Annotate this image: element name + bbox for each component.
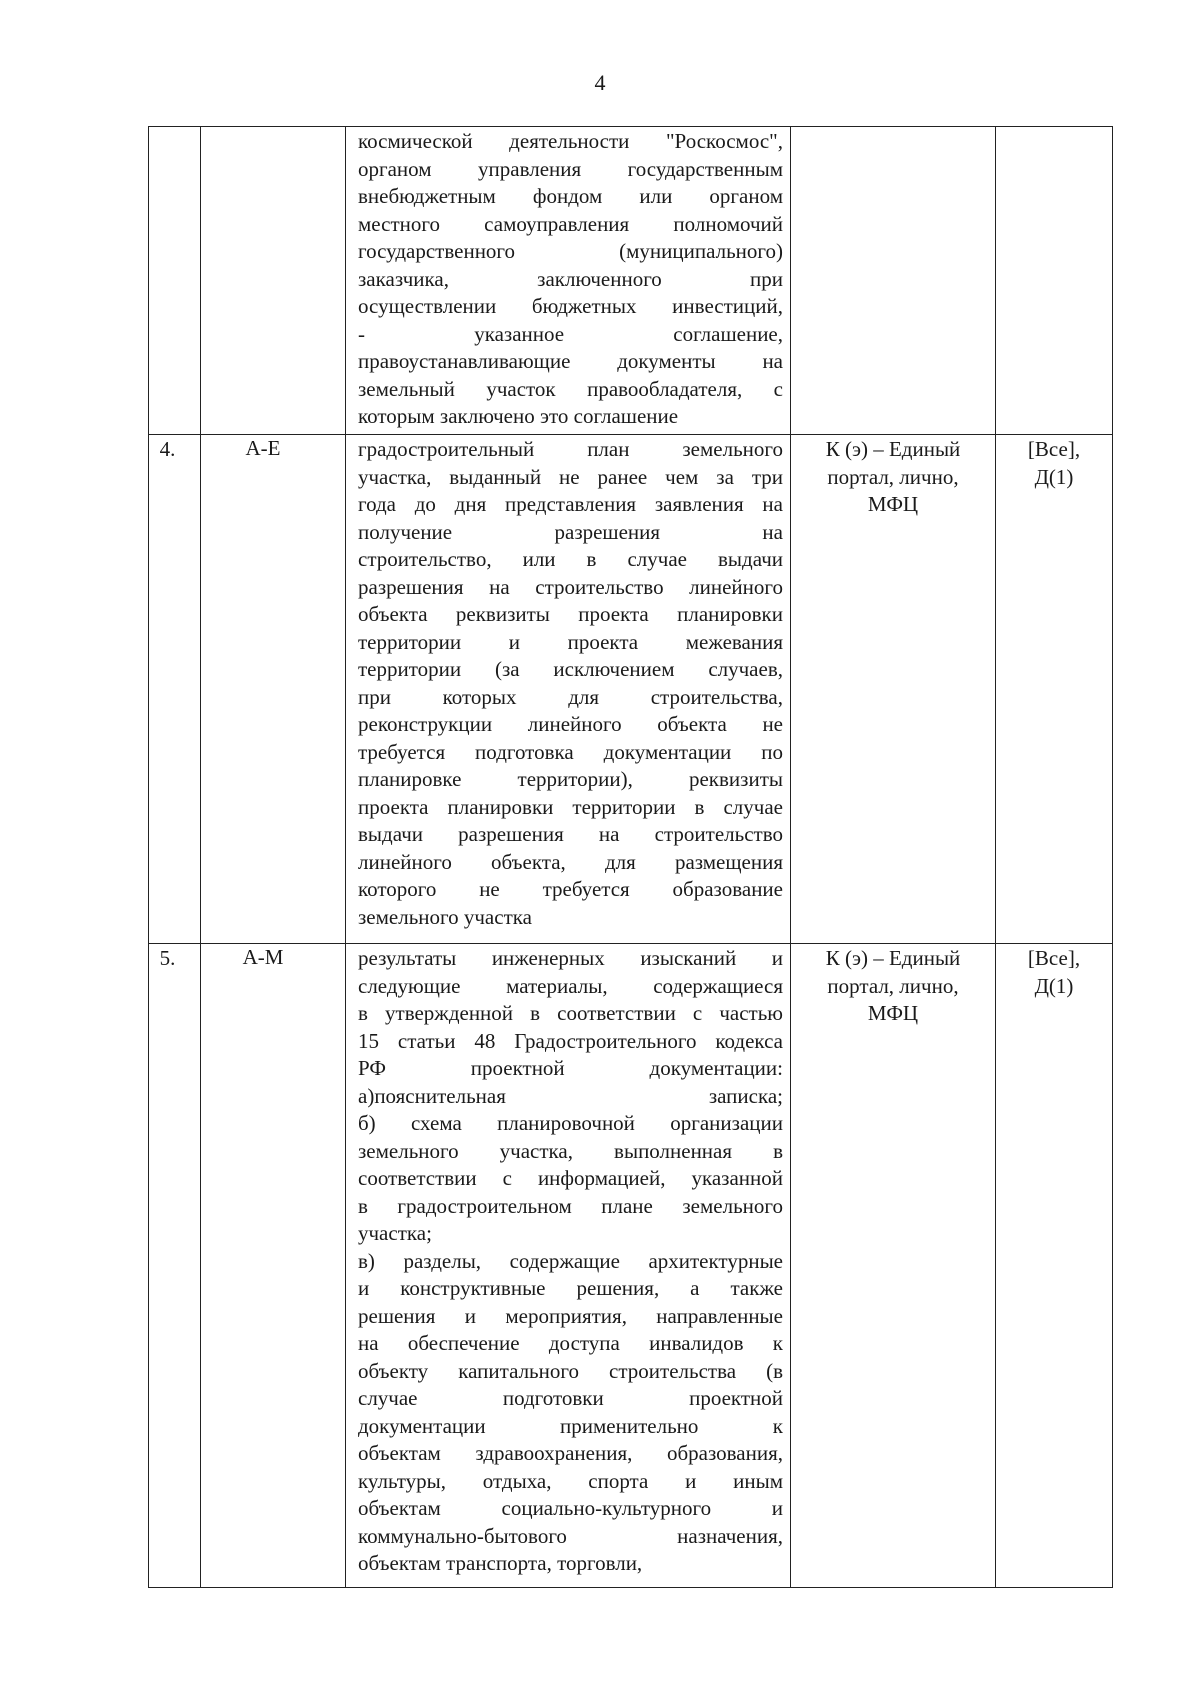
description-line: внебюджетным фондом или органом [358,184,783,208]
applicability: [Все], Д(1) [1027,437,1081,489]
document-code-cell [201,435,346,944]
description-line: на обеспечение доступа инвалидов к [358,1331,783,1355]
description-line: РФ проектной документации: [358,1056,783,1080]
description-line: соответствии с информацией, указанной [358,1166,783,1190]
description-line: осуществлении бюджетных инвестиций, [358,294,783,318]
table-row [149,127,1113,435]
description-line: в) разделы, содержащие архитектурные [358,1248,783,1273]
description-line: земельного участка [358,904,532,929]
page-number: 4 [594,70,606,95]
applicability-cell [996,944,1113,1588]
row-number-cell [149,127,201,435]
applicability: [Все], Д(1) [1027,946,1081,998]
description-line: правоустанавливающие документы на [358,349,783,373]
description-line: местного самоуправления полномочий [358,211,783,236]
description-line: объекту капитального строительства (в [358,1358,783,1383]
description-line: участка; [358,1221,432,1245]
document-code-cell [201,127,346,435]
description-line: заказчика, заключенного при [358,266,783,291]
table-row [149,944,1113,1588]
description-line: года до дня представления заявления на [358,492,783,516]
description-line: объекта реквизиты проекта планировки [358,602,783,626]
description-line: - указанное соглашение, [358,321,783,346]
description-line: государственного (муниципального) [358,239,783,263]
row-number-cell [149,435,201,944]
description-line: культуры, отдыха, спорта и иным [358,1468,783,1493]
description-line: земельный участок правообладателя, с [358,376,783,401]
applicability-cell [996,435,1113,944]
description-line: земельного участка, выполненная в [358,1138,783,1163]
description-line: результаты инженерных изысканий и [358,946,783,970]
document-code-cell [201,944,346,1588]
description-line: документации применительно к [358,1413,783,1438]
description-line: выдачи разрешения на строительство [358,822,783,846]
document-description-cell [346,435,791,944]
row-number: 4. [159,437,176,461]
row-number-cell [149,944,201,1588]
description-line: строительство, или в случае выдачи [358,547,783,571]
submission-method: К (э) – Единый портал, лично, МФЦ [825,437,961,516]
description-line: территории (за исключением случаев, [358,657,783,681]
row-number: 5. [159,946,176,970]
description-line: б) схема планировочной организации [358,1111,783,1135]
document-description-cell [346,127,791,435]
description-line: при которых для строительства, [358,684,783,709]
document-description-cell [346,944,791,1588]
description-line: территории и проекта межевания [358,629,783,654]
description-line: а)пояснительная записка; [358,1083,783,1108]
description-line: проекта планировки территории в случае [358,794,783,819]
description-line: коммунально-бытового назначения, [358,1523,783,1548]
table-row [149,435,1113,944]
description-line: участка, выданный не ранее чем за три [358,464,783,489]
description-line: требуется подготовка документации по [358,739,783,764]
submission-method [791,127,995,128]
document-description [346,127,790,431]
description-line: органом управления государственным [358,156,783,181]
description-line: градостроительный план земельного [358,437,783,461]
description-line: объектам здравоохранения, образования, [358,1441,783,1465]
description-line: следующие материалы, содержащиеся [358,973,783,998]
document-description [346,944,790,1578]
description-line: которого не требуется образование [358,877,783,901]
submission-method: К (э) – Единый портал, лично, МФЦ [825,946,961,1025]
description-line: космической деятельности "Роскосмос", [358,129,783,153]
description-line: разрешения на строительство линейного [358,574,783,599]
description-line: решения и мероприятия, направленные [358,1303,783,1328]
applicability-cell [996,127,1113,435]
document-description [346,435,790,931]
applicability [996,127,1112,128]
description-line: в утвержденной в соответствии с частью [358,1001,783,1025]
description-line: случае подготовки проектной [358,1386,783,1410]
submission-method-cell [791,435,996,944]
description-line: линейного объекта, для размещения [358,849,783,874]
document-code: А-Е [245,436,281,460]
description-line: в градостроительном плане земельного [358,1193,783,1218]
description-line: объектам социально-культурного и [358,1496,783,1520]
description-line: объектам транспорта, торговли, [358,1551,643,1575]
description-line: реконструкции линейного объекта не [358,712,783,736]
description-line: и конструктивные решения, а также [358,1276,783,1300]
submission-method-cell [791,944,996,1588]
documents-table [148,126,1113,1588]
description-line: получение разрешения на [358,519,783,544]
description-line: 15 статьи 48 Градостроительного кодекса [358,1028,783,1053]
description-line: которым заключено это соглашение [358,404,679,428]
document-code: А-М [242,945,284,969]
description-line: планировке территории), реквизиты [358,767,783,791]
submission-method-cell [791,127,996,435]
